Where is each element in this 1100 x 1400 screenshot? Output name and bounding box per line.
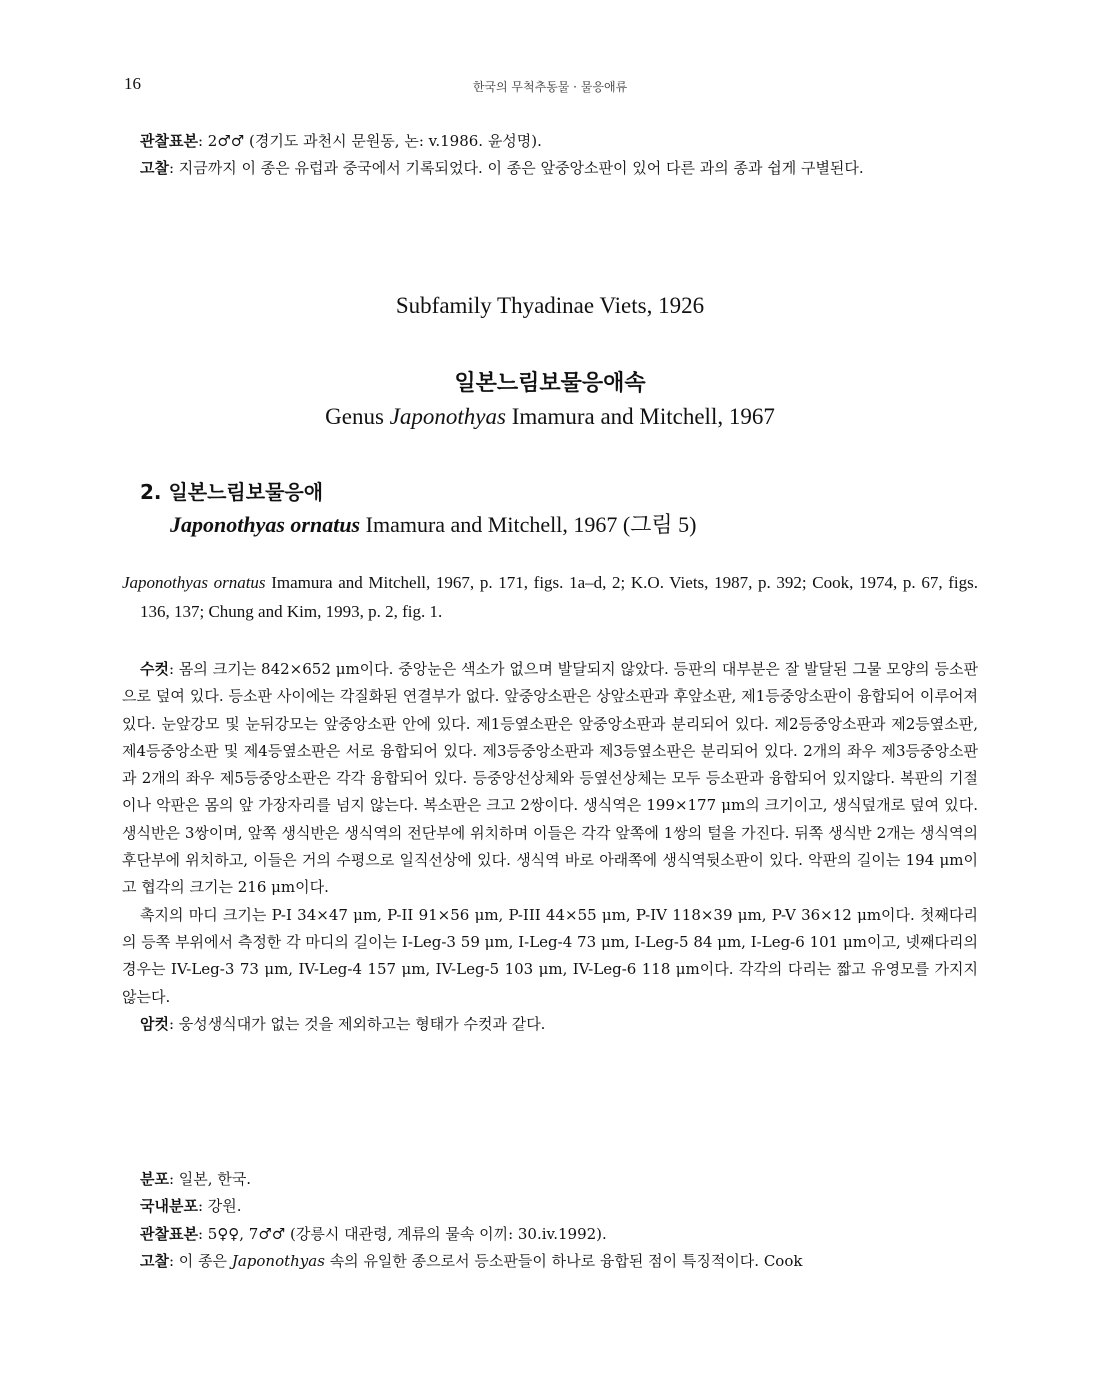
species-remarks-post: 속의 유일한 종으로서 등소판들이 하나로 융합된 점이 특징적이다. Cook	[324, 1251, 803, 1270]
species-heading	[140, 478, 978, 540]
material-examined-paragraph	[122, 1221, 978, 1248]
remarks-label: 고찰	[140, 159, 169, 178]
korean-distribution-label: 국내분포	[140, 1197, 198, 1216]
genus-heading	[122, 404, 978, 430]
previous-species-notes	[122, 128, 978, 183]
male-label: 수컷	[140, 660, 169, 678]
distribution-paragraph	[122, 1166, 978, 1193]
female-text: : 웅성생식대가 없는 것을 제외하고는 형태가 수컷과 같다.	[168, 1014, 546, 1033]
synonymy-name: Japonothyas ornatus	[122, 573, 266, 592]
document-page	[122, 0, 978, 1400]
palp-text: 촉지의 마디 크기는 P-I 34×47 μm, P-II 91×56 μm, P-III 44×55 μm, P-IV 118×39 μm, P-V 36×12 μm이다. 첫째다리의 등쪽 부위에서 측정한 각 마디의 길이는 I-Leg-3 59 μm, I-Leg-4 73 μm, I-Leg-5 84 μm, I-Leg-6 101 μm이고, 넷째다리의 경우는 IV-Leg-3 73 μm, IV-Leg-4 157 μm, IV-Leg-5 103 μm, IV-Leg-6 118 μm이다. 각각의 다리는 짧고 유영모를 가지지 않는다.	[122, 905, 978, 1006]
species-remarks-label: 고찰	[140, 1251, 169, 1270]
species-remarks-pre: : 이 종은	[168, 1251, 232, 1270]
male-text: : 몸의 크기는 842×652 μm이다. 중앙눈은 색소가 없으며 발달되지 않았다. 등판의 대부분은 잘 발달된 그물 모양의 등소판으로 덮여 있다. 등소판 사이에는 각질화된 연결부가 없다. 앞중앙소판은 상앞소판과 후앞소판, 제1등중앙소판이 융합되어 이루어져 있다. 눈앞강모 및 눈뒤강모는 앞중앙소판 안에 있다. 제1등옆소판은 앞중앙소판과 분리되어 있다. 제2등중앙소판과 제2등옆소판, 제4등중앙소판 및 제4등옆소판은 서로 융합되어 있다. 제3등중앙소판과 제3등옆소판은 분리되어 있다. 2개의 좌우 제3등중앙소판과 2개의 좌우 제5등중앙소판은 각각 융합되어 있다. 등중앙선상체와 등옆선상체는 모두 등소판과 융합되어 있지않다. 복판의 기절이나 악판은 몸의 앞 가장자리를 넘지 않는다. 복소판은 크고 2쌍이다. 생식역은 199×177 μm의 크기이고, 생식덮개로 덮여 있다. 생식반은 3쌍이며, 앞쪽 생식반은 생식역의 전단부에 위치하며 이들은 각각 앞쪽에 1쌍의 털을 가진다. 뒤쪽 생식반 2개는 생식역의 후단부에 위치하고, 이들은 거의 수평으로 일직선상에 있다. 생식역 바로 아래쪽에 생식역뒷소판이 있다. 악판의 길이는 194 μm이고 협각의 크기는 216 μm이다.	[122, 660, 978, 897]
species-remarks-genus: Japonothyas	[231, 1251, 325, 1270]
specimens-text: : 2♂♂ (경기도 과천시 문원동, 논: v.1986. 윤성명).	[197, 132, 542, 150]
palp-leg-description	[122, 902, 978, 1011]
female-label: 암컷	[140, 1014, 169, 1033]
page-number: 16	[124, 74, 141, 93]
remarks-text: : 지금까지 이 종은 유럽과 중국에서 기록되었다. 이 종은 앞중앙소판이 있어 다른 과의 종과 쉽게 구별된다.	[168, 159, 864, 178]
distribution-label: 분포	[140, 1170, 169, 1188]
genus-prefix: Genus	[325, 404, 390, 429]
korean-distribution-paragraph	[122, 1193, 978, 1220]
species-authority: Imamura and Mitchell, 1967 (그림 5)	[360, 512, 697, 537]
running-title: 한국의 무척추동물 · 물응애류	[472, 80, 628, 94]
material-examined-label: 관찰표본	[140, 1224, 198, 1243]
page-header	[122, 74, 978, 98]
description-block	[122, 656, 978, 1038]
species-scientific-line	[140, 510, 978, 540]
female-description	[122, 1011, 978, 1038]
species-scientific-name: Japonothyas ornatus	[170, 512, 361, 537]
korean-distribution-text: : 강원.	[197, 1197, 242, 1216]
species-remarks-paragraph	[122, 1248, 978, 1275]
specimens-label: 관찰표본	[140, 132, 198, 150]
subfamily-heading: Subfamily Thyadinae Viets, 1926	[395, 293, 705, 318]
specimens-paragraph	[122, 128, 978, 155]
synonymy-entry	[122, 568, 978, 626]
material-examined-text: : 5♀♀, 7♂♂ (강릉시 대관령, 계류의 물속 이끼: 30.iv.1992).	[197, 1224, 607, 1243]
distribution-block	[122, 1166, 978, 1275]
genus-korean-heading: 일본느림보물응애속	[454, 371, 646, 396]
synonymy-block	[122, 568, 978, 626]
genus-authority: Imamura and Mitchell, 1967	[505, 404, 775, 429]
distribution-text: : 일본, 한국.	[168, 1170, 252, 1188]
remarks-paragraph	[122, 155, 978, 182]
synonymy-text: Imamura and Mitchell, 1967, p. 171, figs. 1a–d, 2; K.O. Viets, 1987, p. 392; Cook, 1974, p. 67, figs. 136, 137; Chung and Kim, 1993, p. 2, fig. 1.	[140, 573, 978, 621]
species-korean-name: 2. 일본느림보물응애	[140, 480, 324, 504]
male-description	[122, 656, 978, 902]
genus-name: Japonothyas	[389, 404, 506, 429]
